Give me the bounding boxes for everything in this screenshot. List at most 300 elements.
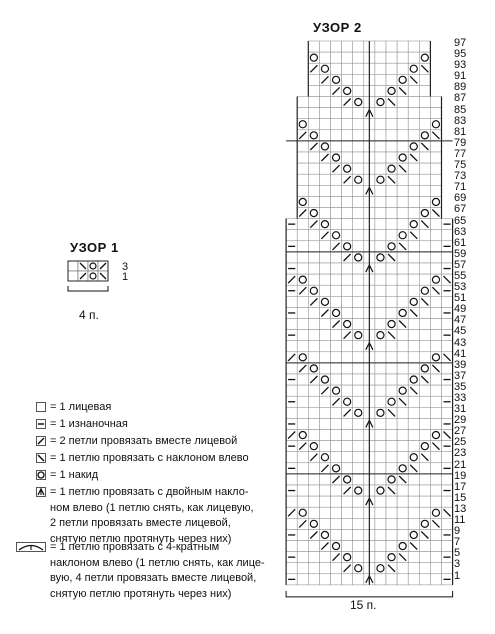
pattern2-cell	[286, 430, 297, 441]
legend-text	[50, 434, 272, 450]
pattern2-cell	[397, 196, 408, 207]
pattern2-row-label: 1	[454, 569, 461, 582]
pattern2-cell	[419, 130, 430, 141]
pattern2-cell	[297, 529, 308, 540]
pattern2-cell	[319, 307, 330, 318]
pattern2-cell	[319, 141, 330, 152]
pattern2-cell	[308, 130, 319, 141]
pattern2-cell	[397, 252, 408, 263]
pattern2-cell	[297, 274, 308, 285]
pattern2-cell	[353, 430, 364, 441]
pattern2-cell	[397, 174, 408, 185]
pattern1-cell	[88, 271, 98, 281]
pattern2-cell	[308, 252, 319, 263]
pattern2-cell	[308, 174, 319, 185]
pattern2-cell	[408, 74, 419, 85]
pattern2-cell	[386, 263, 397, 274]
pattern2-cell	[430, 219, 441, 230]
pattern2-cell	[430, 563, 441, 574]
pattern2-cell	[397, 285, 408, 296]
pattern2-cell	[308, 341, 319, 352]
pattern2-row-label: 69	[454, 192, 467, 205]
pattern2-cell	[342, 463, 353, 474]
pattern2-cell	[342, 396, 353, 407]
pattern2-cell	[297, 385, 308, 396]
pattern2-cell	[430, 319, 441, 330]
pattern2-cell	[342, 130, 353, 141]
pattern2-cell	[397, 430, 408, 441]
pattern2-row-label: 27	[454, 425, 467, 438]
pattern2-cell	[308, 418, 319, 429]
pattern2-cell	[430, 208, 441, 219]
pattern2-cell	[375, 219, 386, 230]
pattern2-cell	[397, 418, 408, 429]
pattern2-cell	[386, 230, 397, 241]
pattern2-cell	[397, 496, 408, 507]
pattern2-row-label: 15	[454, 491, 467, 504]
pattern2-cell	[331, 285, 342, 296]
pattern2-cell	[397, 208, 408, 219]
pattern2-cell	[419, 319, 430, 330]
pattern2-cell	[297, 119, 308, 130]
pattern2-cell	[430, 529, 441, 540]
pattern2-cell	[308, 574, 319, 585]
pattern2-cell	[397, 52, 408, 63]
pattern2-cell	[353, 196, 364, 207]
pattern2-cell	[331, 230, 342, 241]
pattern2-row-label: 89	[454, 81, 467, 94]
pattern2-cell	[386, 130, 397, 141]
pattern2-cell	[375, 541, 386, 552]
pattern2-cell	[286, 319, 297, 330]
pattern2-cell	[397, 485, 408, 496]
pattern2-cell	[408, 507, 419, 518]
pattern2-row-label: 53	[454, 281, 467, 294]
pattern2-cell	[375, 507, 386, 518]
pattern2-cell	[331, 130, 342, 141]
pattern2-cell	[297, 418, 308, 429]
pattern2-cell	[419, 441, 430, 452]
pattern2-cell	[408, 185, 419, 196]
pattern2-cell	[442, 441, 453, 452]
pattern2-cell	[319, 541, 330, 552]
pattern2-cell	[319, 241, 330, 252]
legend-symbol-purl-icon	[36, 419, 46, 429]
pattern2-cell	[386, 507, 397, 518]
pattern2-cell	[430, 396, 441, 407]
pattern2-cell	[408, 296, 419, 307]
legend-text-line: = 1 петлю провязать с двойным накло-	[50, 486, 249, 498]
pattern2-cell	[308, 485, 319, 496]
pattern2-row-label: 21	[454, 458, 467, 471]
pattern2-cell	[319, 230, 330, 241]
pattern2-cell	[331, 307, 342, 318]
pattern2-cell	[308, 352, 319, 363]
pattern2-cell	[331, 407, 342, 418]
pattern2-cell	[353, 241, 364, 252]
pattern2-cell	[375, 485, 386, 496]
pattern2-row-label: 23	[454, 447, 467, 460]
pattern2-cell	[430, 407, 441, 418]
pattern2-cell	[331, 63, 342, 74]
legend-text	[50, 485, 272, 547]
pattern2-cell	[386, 141, 397, 152]
pattern2-cell	[375, 241, 386, 252]
pattern2-cell	[397, 518, 408, 529]
pattern2-cell	[331, 74, 342, 85]
legend-text-line: вую, 4 петли провязать вместе лицевой,	[50, 572, 257, 584]
pattern2-cell	[331, 474, 342, 485]
legend-text-line: наклоном влево (1 петлю снять, как лице-	[50, 556, 265, 569]
pattern2-cell	[331, 85, 342, 96]
pattern2-row-label: 3	[454, 558, 461, 571]
pattern2-cell	[331, 496, 342, 507]
pattern2-cell	[419, 52, 430, 63]
pattern2-cell	[375, 441, 386, 452]
pattern2-cell	[353, 507, 364, 518]
pattern2-cell	[342, 141, 353, 152]
pattern2-cell	[286, 385, 297, 396]
pattern2-cell	[286, 363, 297, 374]
pattern2-cell	[331, 552, 342, 563]
pattern2-cell	[375, 85, 386, 96]
pattern2-cell	[353, 396, 364, 407]
pattern2-row-label: 79	[454, 136, 467, 149]
pattern2-cell	[353, 85, 364, 96]
pattern2-cell	[286, 441, 297, 452]
pattern2-cell	[342, 319, 353, 330]
pattern2-cell	[430, 541, 441, 552]
pattern2-cell	[408, 563, 419, 574]
pattern2-row-label: 77	[454, 147, 467, 160]
pattern2-cell	[286, 574, 297, 585]
pattern2-cell	[353, 307, 364, 318]
pattern2-cell	[297, 441, 308, 452]
pattern2-cell	[353, 108, 364, 119]
pattern2-cell	[353, 485, 364, 496]
pattern2-cell	[297, 130, 308, 141]
pattern2-cell	[308, 507, 319, 518]
pattern2-cell	[375, 463, 386, 474]
pattern2-cell	[386, 185, 397, 196]
pattern2-cell	[331, 529, 342, 540]
pattern2-cell	[419, 363, 430, 374]
pattern2-cell	[375, 529, 386, 540]
pattern2-cell	[308, 152, 319, 163]
pattern2-cell	[342, 208, 353, 219]
pattern2-cell	[319, 341, 330, 352]
pattern2-cell	[442, 418, 453, 429]
pattern2-cell	[397, 63, 408, 74]
pattern2-cell	[331, 141, 342, 152]
pattern2-cell	[397, 374, 408, 385]
pattern2-cell	[419, 418, 430, 429]
pattern2-cell	[397, 108, 408, 119]
pattern2-row-label: 51	[454, 292, 467, 305]
pattern2-cell	[397, 363, 408, 374]
pattern2-cell	[375, 52, 386, 63]
pattern2-cell	[430, 296, 441, 307]
legend-text	[50, 417, 272, 433]
pattern2-cell	[375, 163, 386, 174]
pattern2-row-label: 59	[454, 247, 467, 260]
pattern2-cell	[430, 363, 441, 374]
pattern2-cell	[430, 574, 441, 585]
pattern2-cell	[353, 263, 364, 274]
pattern2-cell	[430, 263, 441, 274]
pattern2-cell	[319, 418, 330, 429]
pattern2-cell	[342, 341, 353, 352]
pattern2-cell	[331, 374, 342, 385]
pattern2-cell	[308, 97, 319, 108]
pattern2-cell	[408, 219, 419, 230]
pattern2-cell	[430, 418, 441, 429]
pattern2-cell	[419, 307, 430, 318]
pattern2-cell	[353, 74, 364, 85]
pattern2-cell	[386, 563, 397, 574]
pattern2-cell	[442, 407, 453, 418]
pattern2-cell	[375, 285, 386, 296]
pattern2-row-label: 47	[454, 314, 467, 327]
pattern2-cell	[375, 496, 386, 507]
pattern2-cell	[297, 263, 308, 274]
pattern1-row-label: 1	[122, 271, 129, 283]
pattern2-cell	[331, 174, 342, 185]
pattern2-cell	[386, 341, 397, 352]
pattern2-cell	[408, 374, 419, 385]
pattern2-cell	[297, 541, 308, 552]
pattern2-cell	[442, 285, 453, 296]
pattern2-cell	[408, 330, 419, 341]
pattern2-cell	[419, 518, 430, 529]
pattern2-cell	[308, 208, 319, 219]
pattern2-cell	[397, 474, 408, 485]
pattern2-cell	[319, 274, 330, 285]
pattern2-cell	[319, 196, 330, 207]
pattern2-cell	[308, 52, 319, 63]
pattern2-cell	[408, 352, 419, 363]
pattern2-cell	[353, 541, 364, 552]
pattern2-cell	[342, 241, 353, 252]
pattern2-cell	[331, 396, 342, 407]
pattern2-cell	[408, 41, 419, 52]
pattern2-cell	[297, 518, 308, 529]
pattern2-cell	[297, 185, 308, 196]
pattern2-cell	[419, 507, 430, 518]
pattern2-cell	[397, 119, 408, 130]
pattern2-cell	[297, 374, 308, 385]
pattern2-cell	[408, 85, 419, 96]
pattern2-cell	[297, 552, 308, 563]
pattern2-cell	[430, 285, 441, 296]
pattern2-cell	[386, 330, 397, 341]
pattern2-cell	[297, 174, 308, 185]
pattern2-cell	[442, 263, 453, 274]
pattern2-cell	[408, 141, 419, 152]
pattern2-cell	[319, 163, 330, 174]
pattern2-cell	[397, 296, 408, 307]
pattern1-cell	[68, 271, 78, 281]
pattern2-cell	[342, 518, 353, 529]
pattern2-cell	[308, 74, 319, 85]
pattern2-cell	[386, 196, 397, 207]
pattern2-cell	[386, 463, 397, 474]
pattern2-cell	[319, 363, 330, 374]
pattern2-cell	[297, 396, 308, 407]
pattern2-cell	[353, 141, 364, 152]
pattern2-cell	[342, 230, 353, 241]
pattern2-cell	[353, 518, 364, 529]
pattern2-cell	[408, 541, 419, 552]
pattern2-cell	[353, 130, 364, 141]
pattern2-cell	[353, 252, 364, 263]
pattern2-cell	[319, 552, 330, 563]
pattern2-cell	[442, 341, 453, 352]
pattern2-cell	[297, 219, 308, 230]
pattern2-cell	[397, 330, 408, 341]
pattern2-cell	[308, 196, 319, 207]
pattern2-cell	[331, 219, 342, 230]
pattern2-cell	[408, 385, 419, 396]
pattern2-cell	[419, 74, 430, 85]
pattern2-cell	[375, 452, 386, 463]
pattern2-cell	[308, 463, 319, 474]
pattern2-cell	[319, 319, 330, 330]
pattern2-cell	[397, 352, 408, 363]
pattern2-cell	[386, 396, 397, 407]
pattern2-cell	[331, 196, 342, 207]
pattern2-cell	[353, 219, 364, 230]
pattern2-cell	[331, 430, 342, 441]
pattern2-cell	[331, 252, 342, 263]
pattern2-cell	[353, 452, 364, 463]
pattern2-cell	[442, 274, 453, 285]
pattern2-cell	[297, 330, 308, 341]
pattern2-cell	[375, 185, 386, 196]
pattern2-cell	[442, 474, 453, 485]
pattern2-cell	[342, 507, 353, 518]
pattern1-cell	[78, 271, 88, 281]
pattern2-cell	[375, 252, 386, 263]
pattern2-cell	[297, 507, 308, 518]
pattern2-cell	[408, 285, 419, 296]
pattern2-cell	[297, 152, 308, 163]
pattern2-cell	[286, 296, 297, 307]
pattern2-cell	[331, 341, 342, 352]
pattern2-cell	[375, 518, 386, 529]
pattern2-cell	[397, 41, 408, 52]
pattern2-cell	[342, 529, 353, 540]
legend-symbol-k2tog-icon	[36, 436, 46, 446]
pattern2-cell	[397, 574, 408, 585]
pattern2-cell	[375, 396, 386, 407]
pattern2-cell	[386, 552, 397, 563]
legend-symbol-quadruple-decrease-icon	[16, 542, 46, 552]
pattern2-row-label: 37	[454, 369, 467, 382]
pattern2-cell	[419, 274, 430, 285]
legend-text	[50, 540, 272, 602]
pattern2-cell	[419, 241, 430, 252]
pattern2-cell	[397, 97, 408, 108]
pattern2-cell	[353, 63, 364, 74]
pattern2-cell	[308, 330, 319, 341]
pattern2-cell	[375, 141, 386, 152]
pattern2-cell	[375, 174, 386, 185]
pattern2-cell	[430, 274, 441, 285]
pattern2-cell	[442, 296, 453, 307]
pattern2-cell	[386, 385, 397, 396]
legend-symbol-double-decrease-icon	[36, 487, 46, 497]
pattern2-cell	[442, 374, 453, 385]
pattern2-row-label: 55	[454, 269, 467, 282]
pattern2-cell	[319, 252, 330, 263]
pattern2-cell	[331, 574, 342, 585]
pattern2-cell	[386, 574, 397, 585]
pattern2-cell	[319, 74, 330, 85]
pattern2-row-label: 57	[454, 258, 467, 271]
pattern2-row-label: 61	[454, 236, 467, 249]
pattern2-cell	[286, 463, 297, 474]
pattern2-cell	[430, 174, 441, 185]
pattern2-cell	[386, 208, 397, 219]
pattern2-cell	[331, 97, 342, 108]
pattern2-cell	[397, 230, 408, 241]
pattern2-cell	[286, 219, 297, 230]
pattern2-cell	[331, 119, 342, 130]
pattern2-cell	[331, 352, 342, 363]
pattern2-cell	[319, 263, 330, 274]
pattern2-cell	[342, 274, 353, 285]
pattern2-cell	[419, 63, 430, 74]
pattern2-cell	[375, 430, 386, 441]
pattern2-cell	[408, 208, 419, 219]
pattern2-cell	[430, 230, 441, 241]
pattern2-cell	[342, 41, 353, 52]
pattern2-cell	[442, 430, 453, 441]
pattern2-cell	[353, 208, 364, 219]
pattern2-cell	[286, 274, 297, 285]
pattern2-cell	[297, 474, 308, 485]
pattern2-cell	[408, 529, 419, 540]
pattern2-cell	[308, 85, 319, 96]
pattern2-cell	[397, 552, 408, 563]
pattern2-cell	[308, 374, 319, 385]
pattern2-cell	[442, 463, 453, 474]
pattern2-cell	[430, 330, 441, 341]
pattern2-cell	[353, 119, 364, 130]
pattern2-cell	[419, 174, 430, 185]
pattern2-cell	[408, 174, 419, 185]
pattern2-cell	[430, 485, 441, 496]
pattern2-cell	[297, 363, 308, 374]
pattern2-cell	[353, 418, 364, 429]
pattern2-cell	[342, 285, 353, 296]
pattern2-cell	[353, 163, 364, 174]
pattern2-cell	[430, 252, 441, 263]
legend-text-line: = 1 лицевая	[50, 401, 112, 413]
legend-text-line: = 1 изнаночная	[50, 418, 128, 430]
pattern2-cell	[319, 108, 330, 119]
pattern2-cell	[331, 463, 342, 474]
pattern2-cell	[319, 574, 330, 585]
pattern2-cell	[342, 97, 353, 108]
pattern2-cell	[419, 352, 430, 363]
pattern2-cell	[397, 130, 408, 141]
pattern2-row-label: 75	[454, 159, 467, 172]
pattern2-cell	[442, 574, 453, 585]
pattern2-cell	[408, 407, 419, 418]
pattern2-cell	[308, 541, 319, 552]
